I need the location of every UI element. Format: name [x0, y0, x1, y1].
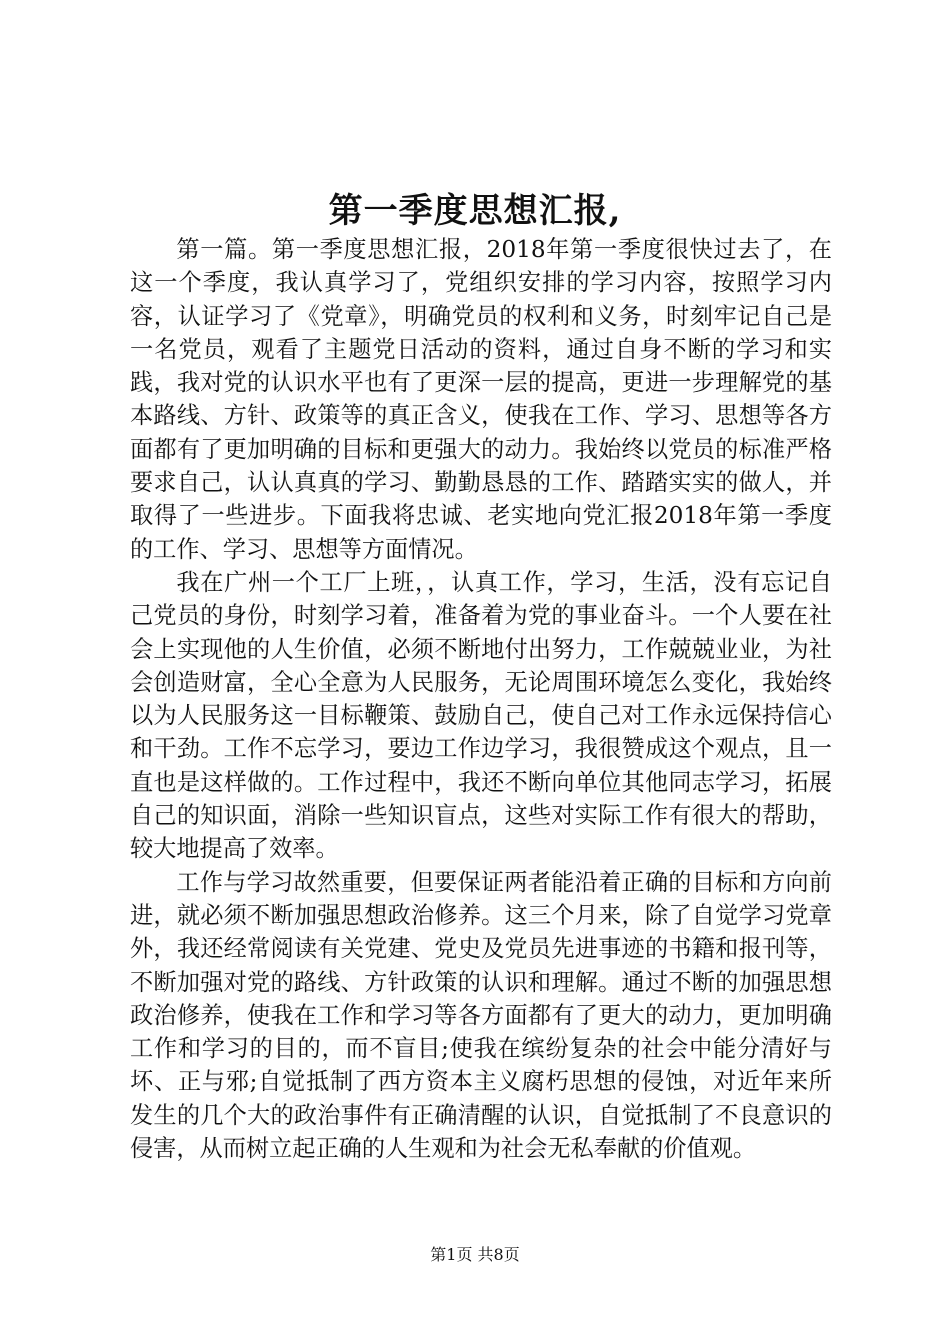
paragraph-3: 工作与学习故然重要，但要保证两者能沿着正确的目标和方向前进，就必须不断加强思想政治修养。这三个月来，除了自觉学习党章外，我还经常阅读有关党建、党史及党员先进事迹的书籍和报刊等，不断加强对党的路线、方针政策的认识和理解。通过不断的加强思想政治修养，使我在工作和学习等各方面都有了更大的动力，更加明确工作和学习的目的，而不盲目;使我在缤纷复杂的社会中能分清好与坏、正与邪;自觉抵制了西方资本主义腐朽思想的侵蚀，对近年来所发生的几个大的政治事件有正确清醒的认识，自觉抵制了不良意识的侵害，从而树立起正确的人生观和为社会无私奉献的价值观。	[130, 868, 832, 1163]
document-body	[130, 233, 832, 1165]
page-footer: 第1页 共8页	[430, 1245, 520, 1264]
paragraph-1: 第一篇。第一季度思想汇报，2018年第一季度很快过去了，在这一个季度，我认真学习了，党组织安排的学习内容，按照学习内容，认证学习了《党章》，明确党员的权利和义务，时刻牢记自己是一名党员，观看了主题党日活动的资料，通过自身不断的学习和实践，我对党的认识水平也有了更深一层的提高，更进一步理解党的基本路线、方针、政策等的真正含义，使我在工作、学习、思想等各方面都有了更加明确的目标和更强大的动力。我始终以党员的标准严格要求自己，认认真真的学习、勤勤恳恳的工作、踏踏实实的做人，并取得了一些进步。下面我将忠诚、老实地向党汇报2018年第一季度的工作、学习、思想等方面情况。	[130, 236, 832, 563]
document-title: 第一季度思想汇报,	[328, 191, 622, 231]
paragraph-2: 我在广州一个工厂上班，，认真工作，学习，生活，没有忘记自己党员的身份，时刻学习着，准备着为党的事业奋斗。一个人要在社会上实现他的人生价值，必须不断地付出努力，工作兢兢业业，为社会创造财富，全心全意为人民服务，无论周围环境怎么变化，我始终以为人民服务这一目标鞭策、鼓励自己，使自己对工作永远保持信心和干劲。工作不忘学习，要边工作边学习，我很赞成这个观点，且一直也是这样做的。工作过程中，我还不断向单位其他同志学习，拓展自己的知识面，消除一些知识盲点，这些对实际工作有很大的帮助，较大地提高了效率。	[130, 568, 832, 863]
